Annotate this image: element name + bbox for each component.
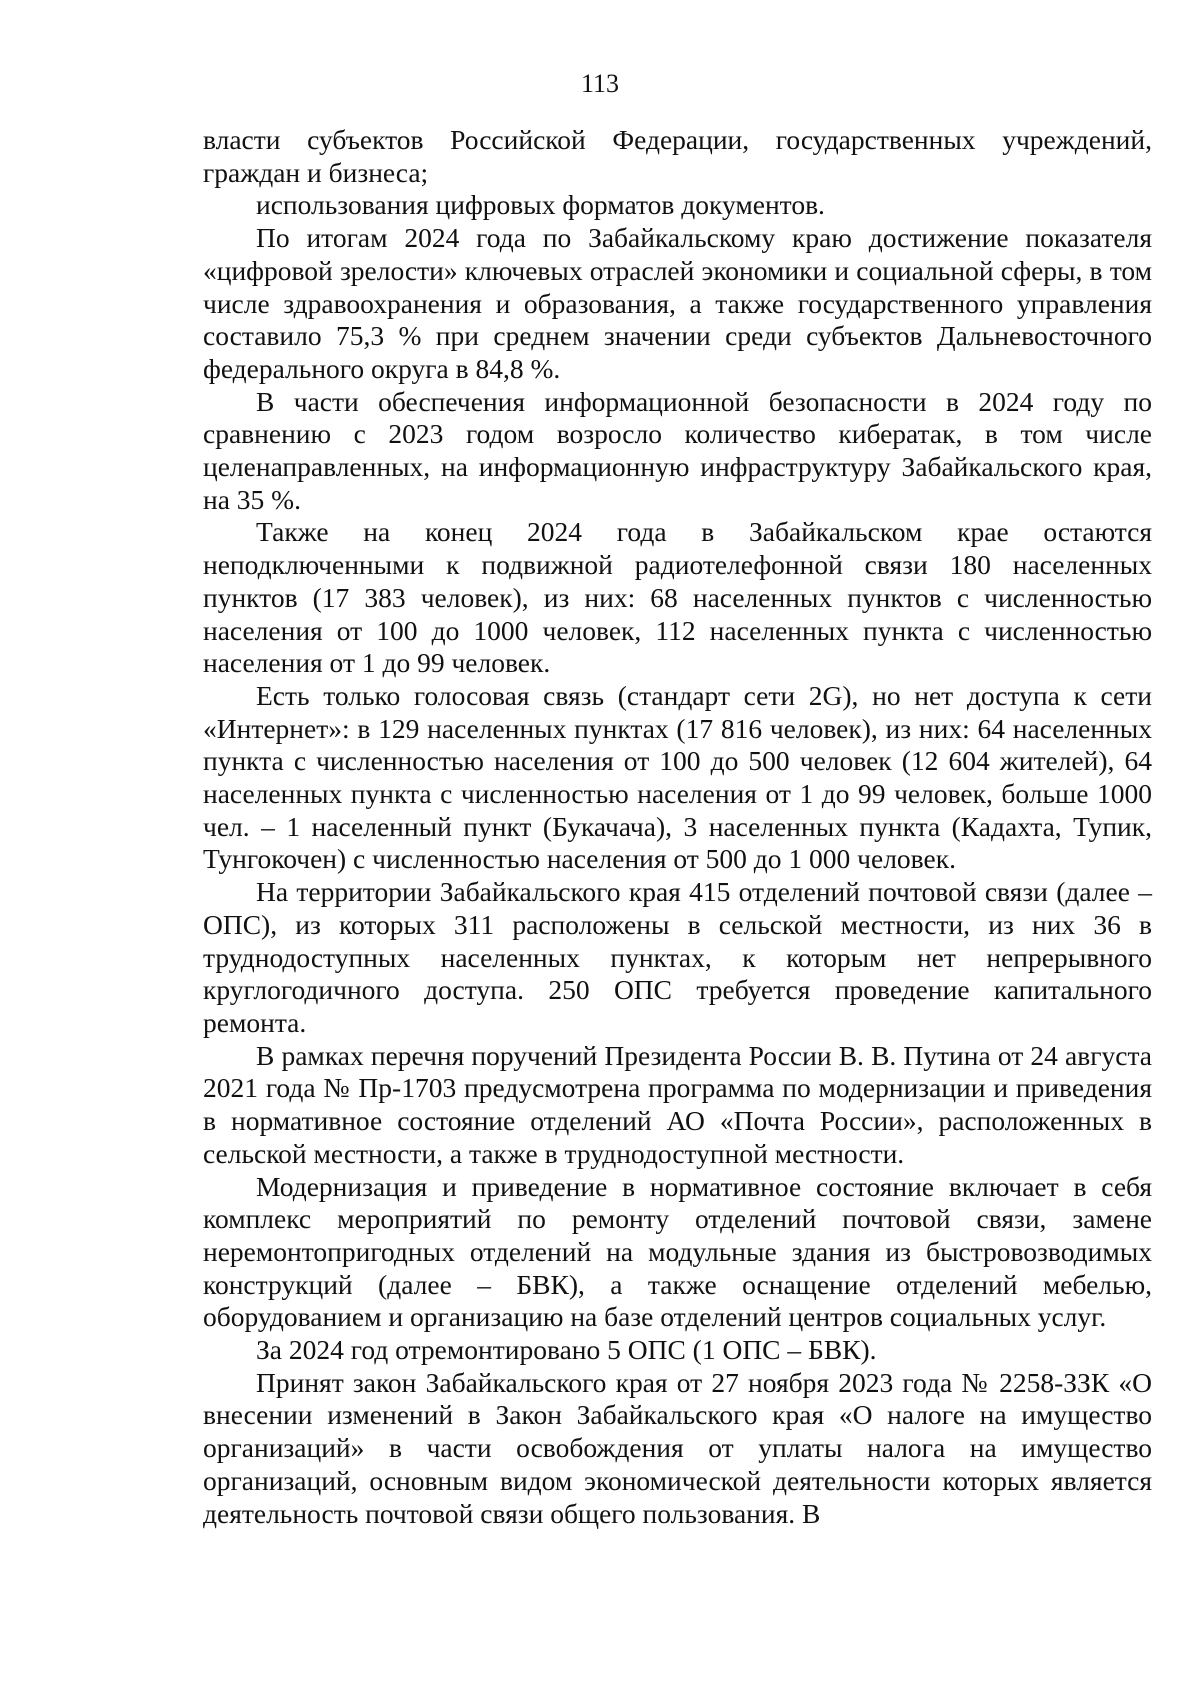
paragraph-5: Также на конец 2024 года в Забайкальском крае остаются неподключенными к подвижной радиотелефонной связи 180 населенных пунктов (17 383 человек), из них: 68 населенных пунктов с численностью населения от 100 до 1000 человек, 112 населенных пункта с численностью населения от 1 до 99 человек. <box>203 516 1152 679</box>
page-number: 113 <box>580 69 620 98</box>
paragraph-9: Модернизация и приведение в нормативное состояние включает в себя комплекс мероприятий по ремонту отделений почтовой связи, замене неремонтопригодных отделений на модульные здания из быстровозводимых конструкций (далее – БВК), а также оснащение отделений мебелью, оборудованием и организацию на базе отделений центров социальных услуг. <box>203 1170 1152 1333</box>
paragraph-3: По итогам 2024 года по Забайкальскому краю достижение показателя «цифровой зрелости» ключевых отраслей экономики и социальной сферы, в том числе здравоохранения и образования, а также государственного управления составило 75,3 % при среднем значении среди субъектов Дальневосточного федерального округа в 84,8 %. <box>203 222 1152 384</box>
paragraph-10: За 2024 год отремонтировано 5 ОПС (1 ОПС – БВК). <box>256 1334 877 1366</box>
paragraph-4: В части обеспечения информационной безопасности в 2024 году по сравнению с 2023 годом возросло количество кибератак, в том числе целенаправленных, на информационную инфраструктуру Забайкальского края, на 35 %. <box>203 385 1152 515</box>
paragraph-1: власти субъектов Российской Федерации, государственных учреждений, граждан и бизнеса; <box>203 124 1152 188</box>
paragraph-6: Есть только голосовая связь (стандарт сети 2G), но нет доступа к сети «Интернет»: в 129 населенных пунктах (17 816 человек), из них: 64 населенных пункта с численностью населения от 100 до 500 человек (12 604 жителей), 64 населенных пункта с численностью населения от 1 до 99 человек, больше 1000 чел. – 1 населенный пункт (Букачача), 3 населенных пункта (Кадахта, Тупик, Тунгокочен) с численностью населения от 500 до 1 000 человек. <box>203 679 1152 875</box>
paragraph-7: На территории Забайкальского края 415 отделений почтовой связи (далее – ОПС), из которых 311 расположены в сельской местности, из них 36 в труднодоступных населенных пунктах, к которым нет непрерывного круглогодичного доступа. 250 ОПС требуется проведение капитального ремонта. <box>203 876 1152 1038</box>
paragraph-8: В рамках перечня поручений Президента России В. В. Путина от 24 августа 2021 года № Пр-1703 предусмотрена программа по модернизации и приведения в нормативное состояние отделений АО «Почта России», расположенных в сельской местности, а также в труднодоступной местности. <box>203 1039 1152 1169</box>
paragraph-2: использования цифровых форматов документов. <box>256 189 825 221</box>
document-body <box>203 124 1152 1530</box>
paragraph-11: Принят закон Забайкальского края от 27 ноября 2023 года № 2258-ЗЗК «О внесении изменений в Закон Забайкальского края «О налоге на имущество организаций» в части освобождения от уплаты налога на имущество организаций, основным видом экономической деятельности которых является деятельность почтовой связи общего пользования. В <box>203 1366 1152 1529</box>
